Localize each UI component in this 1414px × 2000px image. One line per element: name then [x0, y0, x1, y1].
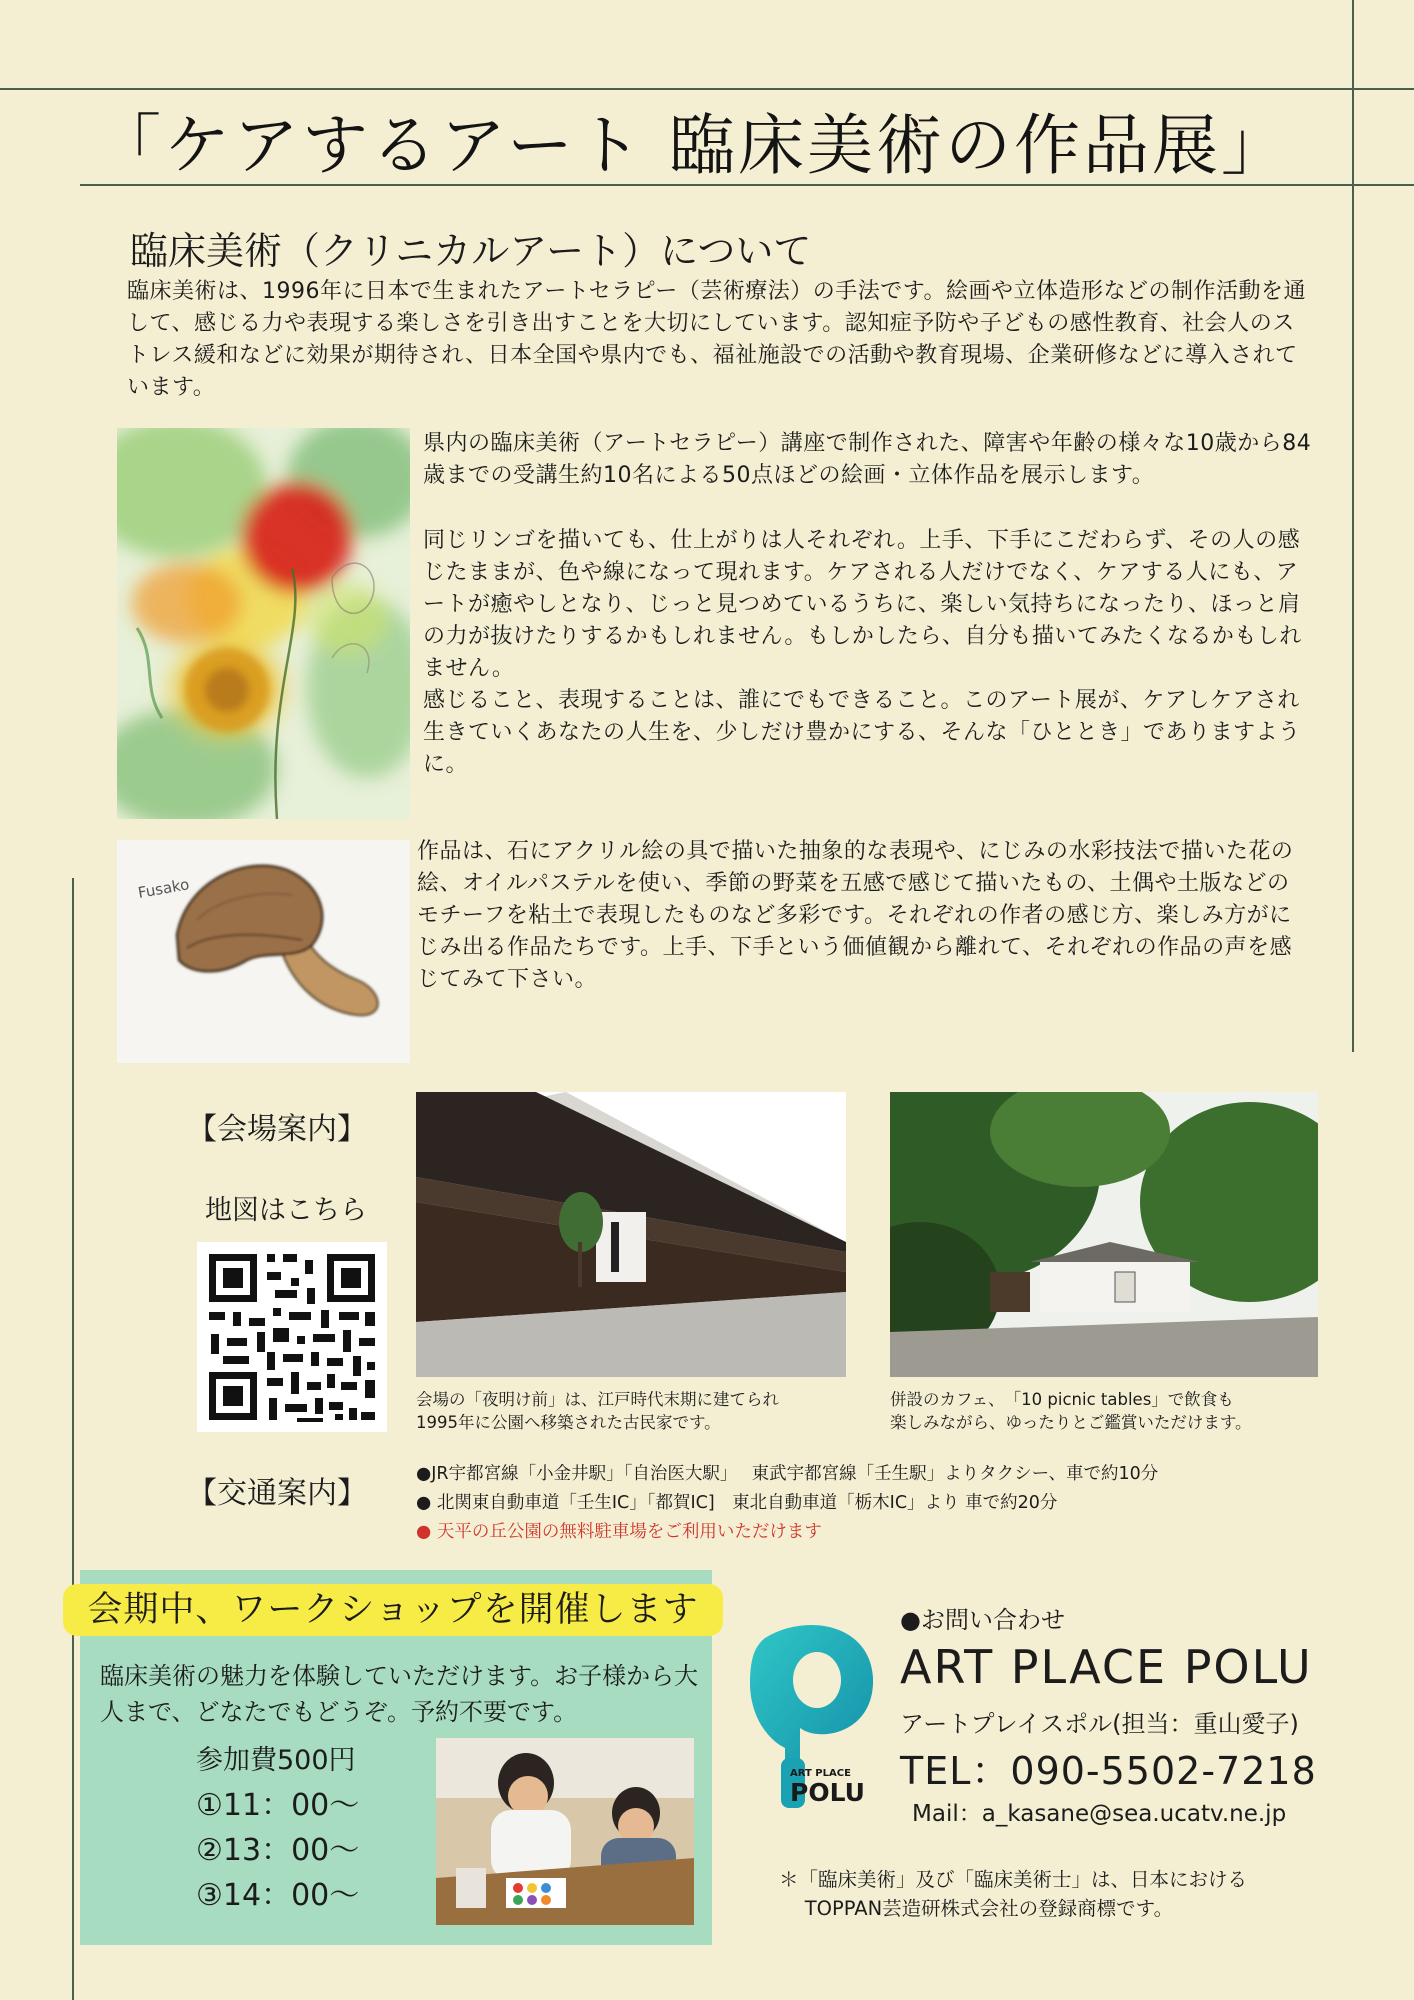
logo-small-text: ART PLACE: [790, 1768, 851, 1779]
exhibit-paragraph-1: 県内の臨床美術（アートセラピー）講座で制作された、障害や年齢の様々な10歳から84歳までの受講生約10名による50点ほどの絵画・立体作品を展示します。: [423, 431, 1312, 488]
contact-person: アートプレイスポル(担当：重山愛子): [900, 1710, 1299, 1738]
trademark-note: ＊「臨床美術」及び「臨床美術士」は、日本における TOPPAN芸造研株式会社の登録商標です。: [779, 1868, 1248, 1920]
access-heading: 【交通案内】: [187, 1476, 367, 1511]
workshop-fee: 参加費500円: [196, 1745, 356, 1776]
access-info: [416, 1460, 1158, 1547]
painting-signature: Fusako: [136, 875, 191, 902]
workshop-time-1: ①11：00〜: [196, 1788, 360, 1823]
cafe-photo: [890, 1092, 1318, 1377]
contact-tel[interactable]: TEL：090-5502-7218: [900, 1749, 1317, 1793]
contact-org: ART PLACE POLU: [900, 1640, 1313, 1694]
workshop-children-photo: [436, 1738, 694, 1925]
venue-heading: 【会場案内】: [187, 1112, 367, 1147]
about-intro: 臨床美術は、1996年に日本で生まれたアートセラピー（芸術療法）の手法です。絵画や立体造形などの制作活動を通して、感じる力や表現する楽しさを引き出すことを大切にしています。認知症予防や子どもの感性教育、社会人のストレス緩和などに効果が期待され、日本全国や県内でも、福祉施設での活動や教育現場、企業研修などに導入されています。: [127, 279, 1307, 400]
venue-house-photo: [416, 1092, 846, 1377]
frame-line-left: [72, 878, 74, 2000]
parking-notice: ● 天平の丘公園の無料駐車場をご利用いただけます: [416, 1522, 822, 1542]
poster-title: 「ケアするアート 臨床美術の作品展」: [95, 107, 1290, 184]
venue-caption-left: 会場の「夜明け前」は、江戸時代末期に建てられ 1995年に公園へ移築された古民家です。: [416, 1390, 779, 1432]
access-line-train: ●JR宇都宮線「小金井駅」「自治医大駅」 東武宇都宮線「壬生駅」よりタクシー、車で約10分: [416, 1464, 1159, 1484]
map-label: 地図はこちら: [205, 1195, 367, 1226]
about-heading: 臨床美術（クリニカルアート）について: [130, 229, 812, 273]
mushroom-drawing-image: [117, 840, 410, 1063]
workshop-description: 臨床美術の魅力を体験していただけます。お子様から大人まで、どなたでもどうぞ。予約不要です。: [100, 1662, 699, 1726]
contact-mail[interactable]: Mail：a_kasane@sea.ucatv.ne.jp: [912, 1801, 1287, 1827]
art-place-polu-logo: [745, 1618, 885, 1818]
exhibit-paragraph-3: 作品は、石にアクリル絵の具で描いた抽象的な表現や、にじみの水彩技法で描いた花の絵、オイルパステルを使い、季節の野菜を五感で感じて描いたもの、土偶や土版などのモチーフを粘土で表現したものなど多彩です。それぞれの作者の感じ方、楽しみ方がにじみ出る作品たちです。上手、下手という価値観から離れて、それぞれの作品の声を感じてみて下さい。: [417, 839, 1294, 992]
frame-line-right-top: [1352, 0, 1354, 186]
workshop-time-3: ③14：00〜: [196, 1878, 360, 1913]
workshop-time-2: ②13：00〜: [196, 1833, 360, 1868]
contact-label: ●お問い合わせ: [900, 1606, 1065, 1634]
frame-line-right: [1352, 186, 1354, 1052]
venue-caption-right: 併設のカフェ、 「10 picnic tables」で飲食も 楽しみながら、ゆったりとご鑑賞いただけます。: [890, 1390, 1252, 1432]
frame-line-top: [0, 88, 1414, 90]
workshop-schedule: [196, 1738, 359, 1918]
logo-big-text: POLU: [790, 1778, 865, 1807]
watercolor-painting-image: [117, 428, 410, 819]
map-qr-code[interactable]: [197, 1242, 387, 1432]
workshop-title: 会期中、ワークショップを開催します: [63, 1584, 723, 1636]
exhibit-paragraph-2: 同じリンゴを描いても、仕上がりは人それぞれ。上手、下手にこだわらず、その人の感じたままが、色や線になって現れます。ケアされる人だけでなく、ケアする人にも、アートが癒やしとなり、じっと見つめているうちに、楽しい気持ちになったり、ほっと肩の力が抜けたりするかもしれません。もしかしたら、自分も描いてみたくなるかもしれません。 感じること、表現することは、誰にでもできること。このアート展が、ケアしケアされ生きていくあなたの人生を、少しだけ豊かにする、そんな「ひととき」でありますように。: [423, 528, 1302, 777]
access-line-car: ● 北関東自動車道「壬生IC」「都賀IC] 東北自動車道「栃木IC」より 車で約20分: [416, 1493, 1058, 1513]
